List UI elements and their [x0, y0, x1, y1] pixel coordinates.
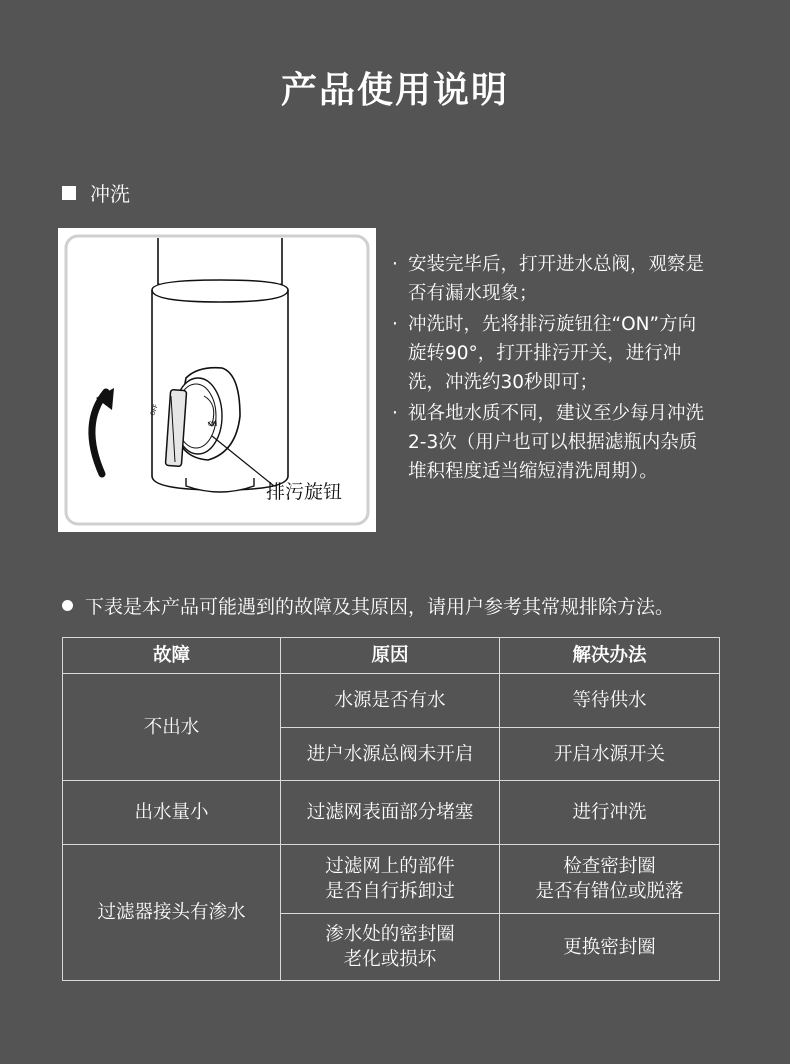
solution-cell: 进行冲洗 [500, 781, 720, 845]
header-cause: 原因 [281, 638, 500, 674]
square-bullet-icon [62, 186, 76, 200]
troubleshooting-table [62, 637, 720, 981]
section-heading-flush [62, 178, 130, 207]
fault-cell: 出水量小 [63, 781, 281, 845]
solution-cell: 开启水源开关 [500, 728, 720, 781]
fault-cell: 不出水 [63, 674, 281, 781]
cause-cell [281, 845, 500, 914]
cause-line: 过滤网上的部件 [325, 856, 455, 877]
flush-illustration [58, 228, 376, 532]
solution-cell [500, 845, 720, 914]
page-title: 产品使用说明 [280, 70, 509, 111]
header-solution: 解决办法 [500, 638, 720, 674]
solution-cell: 更换密封圈 [500, 914, 720, 981]
table-row [63, 845, 720, 914]
header-fault: 故障 [63, 638, 281, 674]
table-intro-text: 下表是本产品可能遇到的故障及其原因，请用户参考其常规排除方法。 [85, 596, 675, 618]
fault-cell: 过滤器接头有渗水 [63, 845, 281, 981]
table-intro [62, 592, 674, 619]
cause-cell: 进户水源总阀未开启 [281, 728, 500, 781]
cause-line: 是否自行拆卸过 [325, 881, 455, 902]
cause-line: 老化或损坏 [343, 949, 437, 970]
solution-line: 检查密封圈 [563, 856, 656, 877]
instruction-item: · 视各地水质不同，建议至少每月冲洗2-3次（用户也可以根据滤瓶内杂质堆积程度适当缩短清洗周期）。 [392, 399, 712, 486]
cause-cell [281, 914, 500, 981]
cause-cell: 过滤网表面部分堵塞 [281, 781, 500, 845]
flush-instructions [392, 250, 712, 488]
section-heading-label: 冲洗 [90, 182, 130, 206]
cause-line: 渗水处的密封圈 [325, 924, 455, 945]
table-header-row [63, 638, 720, 674]
rotate-arrow-icon [92, 392, 106, 474]
dot-bullet-icon [62, 600, 73, 611]
callout-label: 排污旋钮 [266, 481, 343, 503]
dial-on-label: ON [208, 421, 218, 428]
table-row [63, 781, 720, 845]
solution-cell: 等待供水 [500, 674, 720, 728]
instruction-item: · 安装完毕后，打开进水总阀，观察是否有漏水现象； [392, 250, 712, 308]
instruction-item: · 冲洗时，先将排污旋钮往“ON”方向旋转90°，打开排污开关，进行冲洗，冲洗约30秒即可； [392, 310, 712, 397]
solution-line: 是否有错位或脱落 [535, 881, 684, 902]
cause-cell: 水源是否有水 [281, 674, 500, 728]
dial-off-label: OFF [149, 403, 160, 417]
table-row [63, 674, 720, 728]
